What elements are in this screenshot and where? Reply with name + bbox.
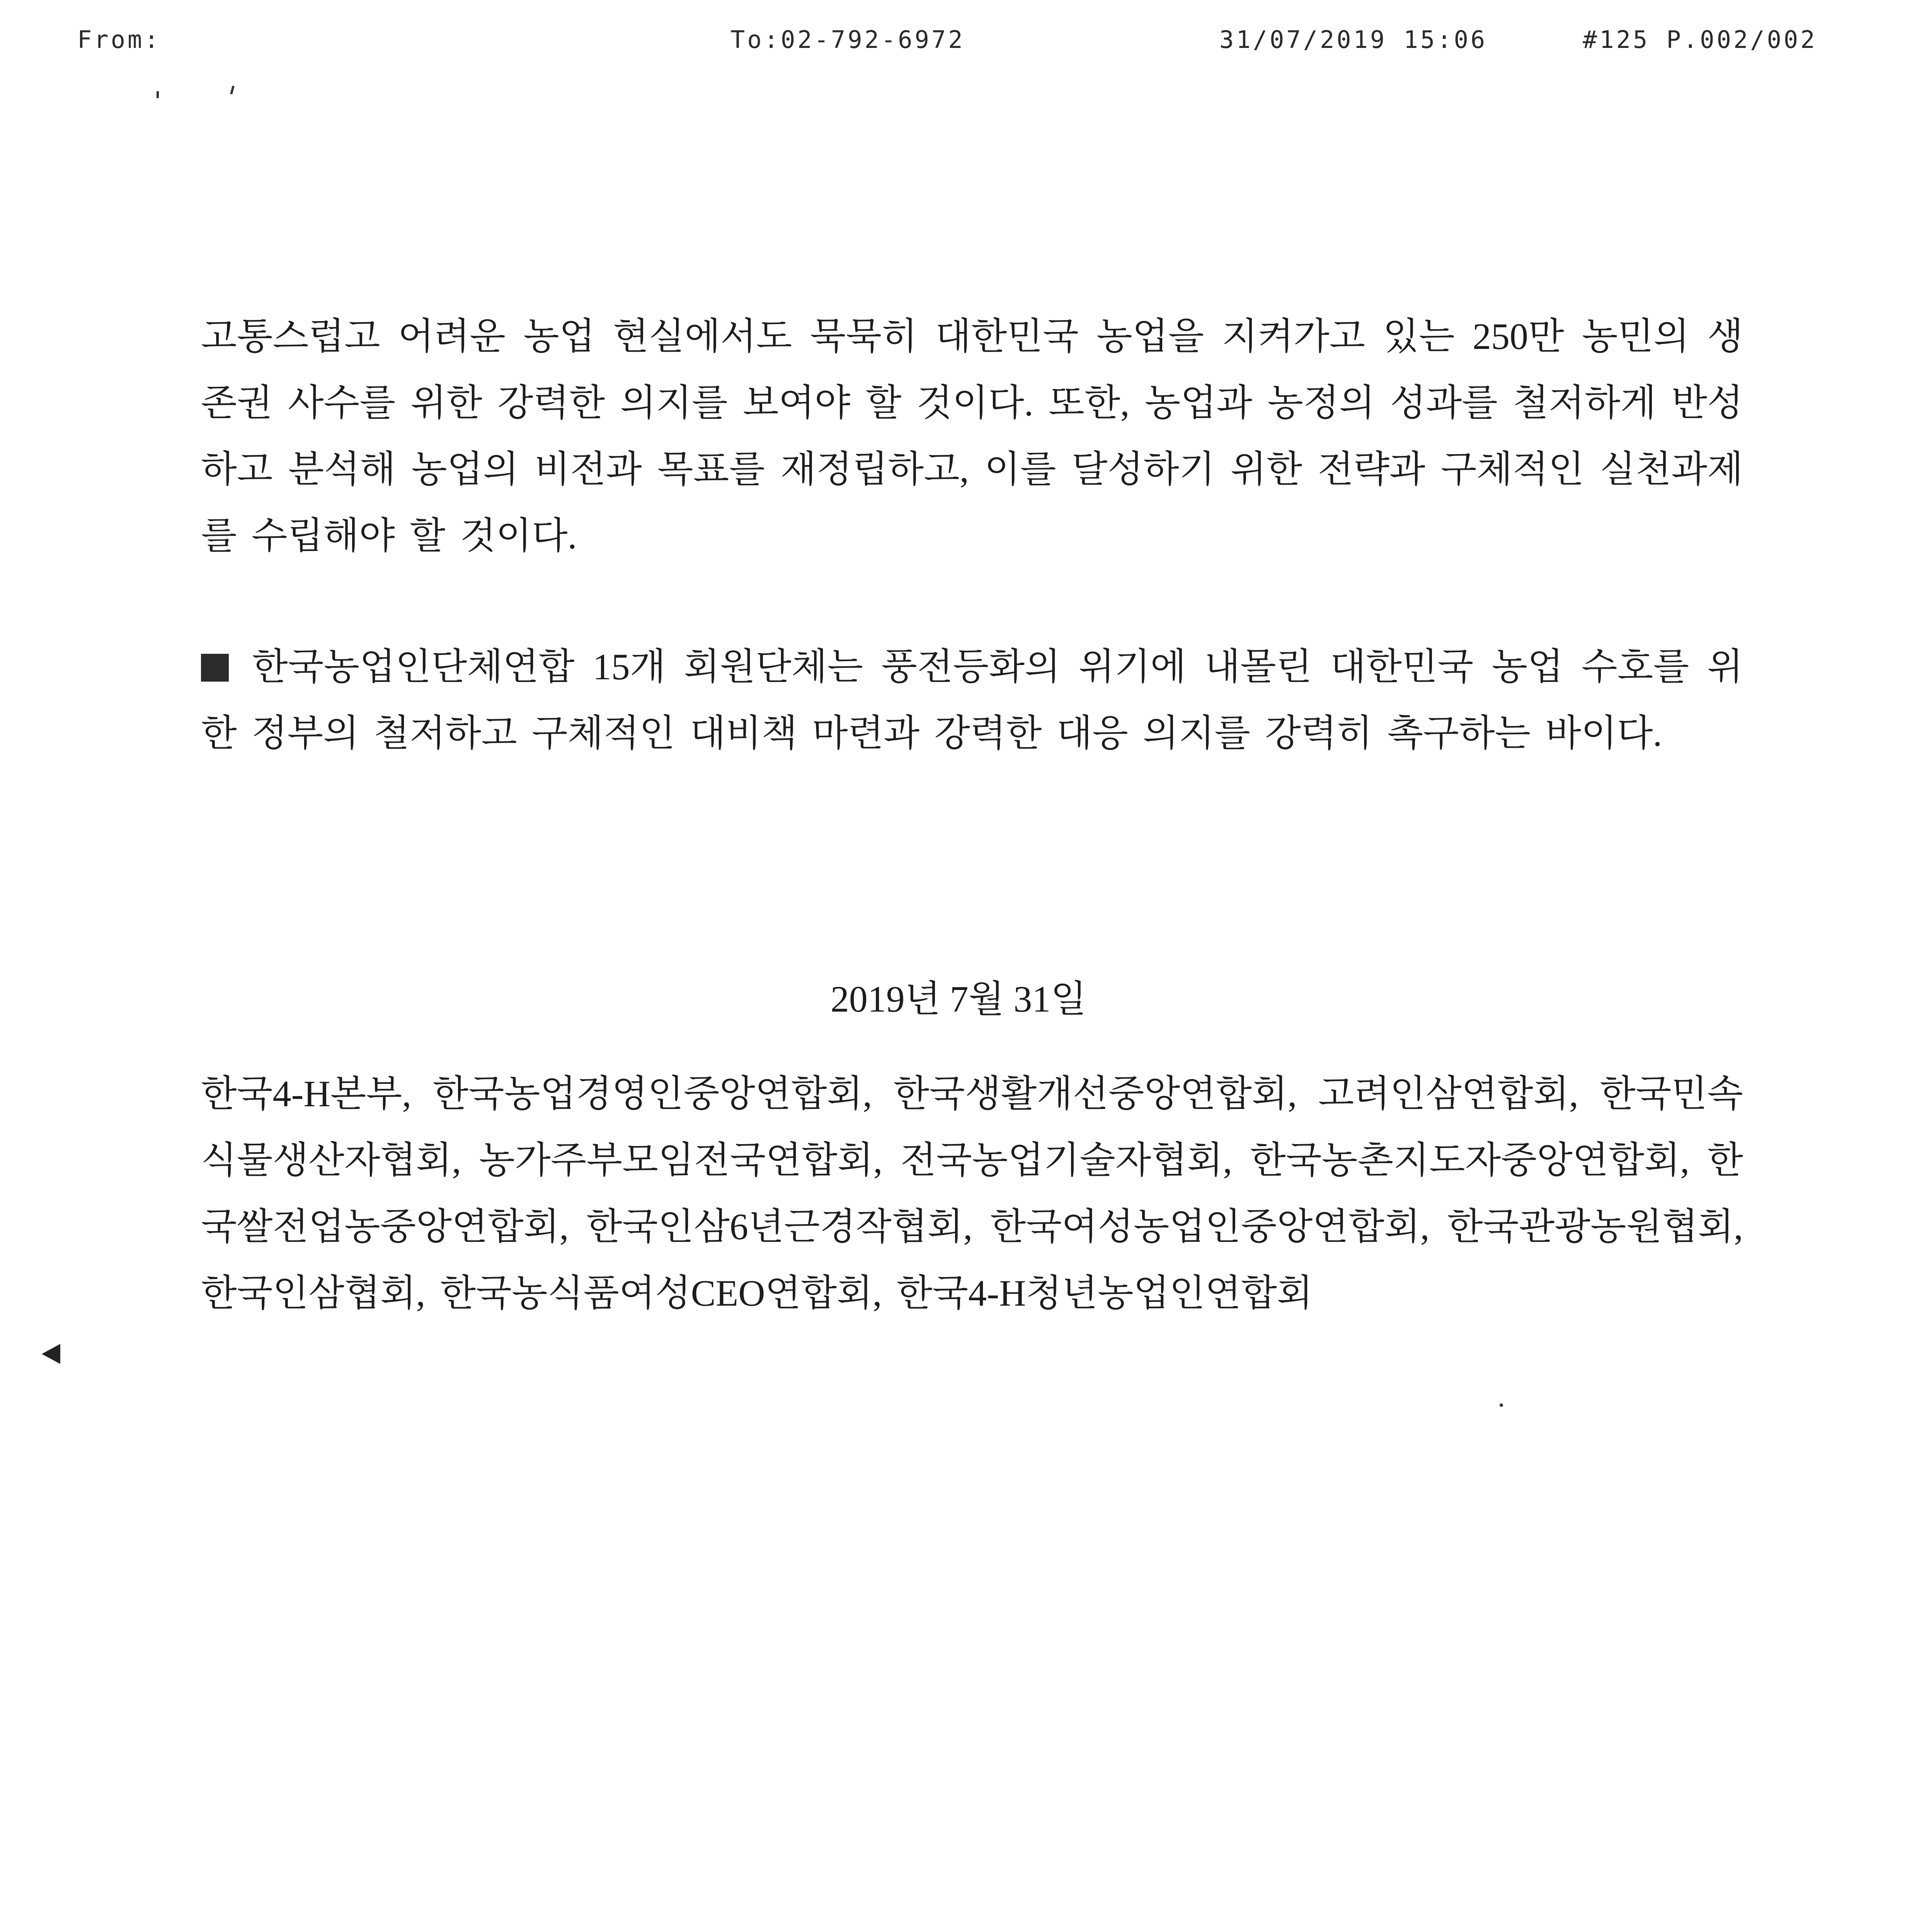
fax-datetime: 31/07/2019 15:06 [1219, 26, 1488, 54]
fax-page-ref: #125 P.002/002 [1583, 26, 1817, 54]
scan-speck [157, 91, 159, 98]
square-bullet-icon [201, 654, 229, 682]
paragraph-resolution-text: 한국농업인단체연합 15개 회원단체는 풍전등화의 위기에 내몰린 대한민국 농업 수호를 위한 정부의 철저하고 구체적인 대비책 마련과 강력한 대응 의지를 강력히 촉구하는 바이다. [201, 646, 1743, 754]
paragraph-resolution [201, 634, 1743, 767]
statement-date: 2019년 7월 31일 [830, 978, 1087, 1020]
paragraph-demands: 고통스럽고 어려운 농업 현실에서도 묵묵히 대한민국 농업을 지켜가고 있는 250만 농민의 생존권 사수를 위한 강력한 의지를 보여야 할 것이다. 또한, 농업과 농정의 성과를 철저하게 반성하고 분석해 농업의 비전과 목표를 재정립하고, 이를 달성하기 위한 전략과 구체적인 실천과제를 수립해야 할 것이다. [201, 316, 1743, 556]
fax-from: From: [77, 26, 161, 54]
scan-speck [1500, 1403, 1503, 1407]
fax-header [0, 26, 1917, 60]
signatory-organizations: 한국4-H본부, 한국농업경영인중앙연합회, 한국생활개선중앙연합회, 고려인삼연합회, 한국민속식물생산자협회, 농가주부모임전국연합회, 전국농업기술자협회, 한국농촌지도자중앙연합회, 한국쌀전업농중앙연합회, 한국인삼6년근경작협회, 한국여성농업인중앙연합회, 한국관광농원협회, 한국인삼협회, 한국농식품여성CEO연합회, 한국4-H청년농업인연합회 [201, 1073, 1743, 1314]
fax-to-number: To:02-792-6972 [730, 26, 965, 54]
margin-arrow-icon [42, 1344, 60, 1364]
scan-speck [230, 86, 234, 95]
